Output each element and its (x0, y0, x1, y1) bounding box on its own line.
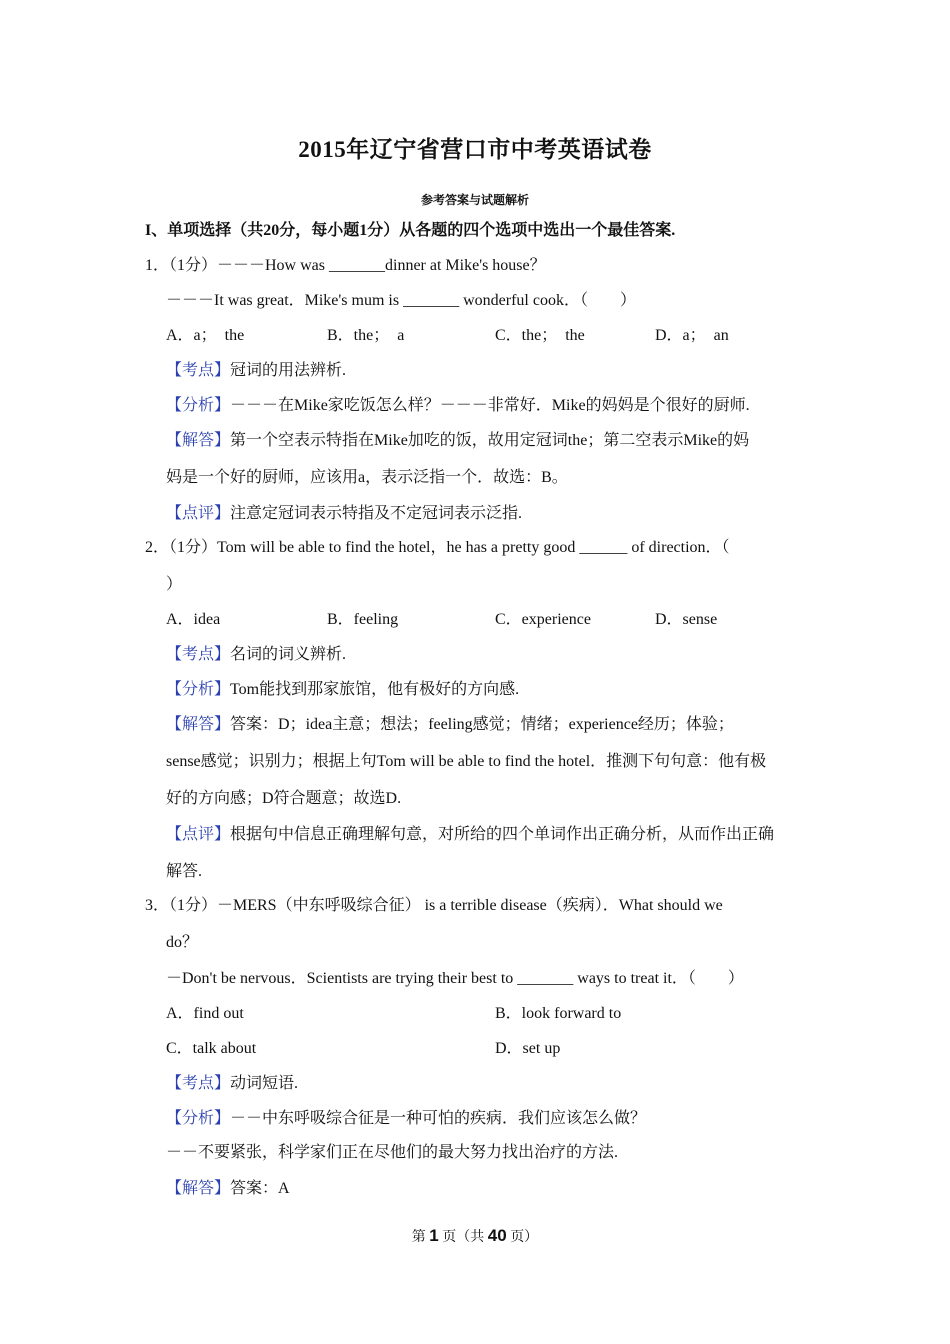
q1-option-d: D．a； an (655, 327, 729, 344)
q2-jieda (166, 715, 734, 735)
q3-kaodian (166, 1074, 298, 1094)
q3-option-b: B．look forward to (495, 1005, 622, 1022)
q3-stem-line1: 3．（1分）－MERS（中东呼吸综合征） is a terrible disease（疾病）．What should we (145, 897, 723, 914)
q1-kaodian-text: 冠词的用法辨析. (230, 362, 347, 379)
page-title: 2015年辽宁省营口市中考英语试卷 (298, 137, 652, 162)
footer-suffix: 页） (510, 1230, 539, 1245)
q3-jieda-text: 答案：A (230, 1180, 290, 1197)
q1-dianping-text: 注意定冠词表示特指及不定冠词表示泛指. (230, 505, 523, 522)
kaodian-tag: 【考点】 (166, 362, 231, 379)
q1-stem-line2: －－－It was great．Mike's mum is _______ wonderful cook．（ ） (166, 292, 636, 309)
fenxi-tag: 【分析】 (166, 397, 231, 414)
q3-option-a: A．find out (166, 1005, 244, 1022)
fenxi-tag: 【分析】 (166, 1110, 231, 1127)
kaodian-tag: 【考点】 (166, 646, 231, 663)
q2-stem-line2: ） (166, 576, 183, 593)
dianping-tag: 【点评】 (166, 505, 231, 522)
q2-option-c: C．experience (495, 611, 591, 628)
footer-prefix: 第 (411, 1230, 426, 1245)
q3-stem-line2: do？ (166, 934, 199, 951)
q3-option-c: C．talk about (166, 1040, 257, 1057)
page-subtitle: 参考答案与试题解析 (420, 193, 529, 207)
q2-dianping-text-1: 根据句中信息正确理解句意，对所给的四个单词作出正确分析，从而作出正确 (230, 826, 775, 843)
q3-fenxi-text-2: －－不要紧张，科学家们正在尽他们的最大努力找出治疗的方法. (166, 1144, 619, 1161)
q3-fenxi (166, 1109, 646, 1129)
q2-fenxi (166, 680, 519, 700)
q3-fenxi-text-1: －－中东呼吸综合征是一种可怕的疾病．我们应该怎么做？ (230, 1110, 647, 1127)
q2-stem-line1: 2．（1分）Tom will be able to find the hotel，he has a pretty good ______ of direction．（ (145, 539, 730, 556)
q3-option-d: D．set up (495, 1040, 561, 1057)
q2-option-d: D．sense (655, 611, 718, 628)
fenxi-tag: 【分析】 (166, 681, 231, 698)
q2-jieda-text-3: 好的方向感；D符合题意；故选D. (166, 790, 402, 807)
page-footer (0, 1226, 950, 1246)
q1-option-c: C．the； the (495, 327, 585, 344)
q2-option-b: B．feeling (327, 611, 399, 628)
q3-stem-line3: －Don't be nervous．Scientists are trying their best to _______ ways to treat it．（ ） (166, 970, 744, 987)
q2-kaodian-text: 名词的词义辨析. (230, 646, 347, 663)
q1-kaodian (166, 361, 346, 381)
q1-dianping (166, 504, 522, 524)
q1-jieda (166, 431, 749, 451)
q2-kaodian (166, 645, 346, 665)
dianping-tag: 【点评】 (166, 826, 231, 843)
footer-total-pages: 40 (487, 1226, 507, 1245)
q1-jieda-text-2: 妈是一个好的厨师，应该用a，表示泛指一个．故选：B。 (166, 469, 568, 486)
footer-page-number: 1 (429, 1226, 439, 1245)
q1-option-b: B．the； a (327, 327, 405, 344)
q1-stem-line1: 1．（1分）－－－How was _______dinner at Mike's house？ (145, 257, 546, 274)
jieda-tag: 【解答】 (166, 1180, 231, 1197)
footer-middle: 页（共 (442, 1230, 485, 1245)
q1-jieda-text-1: 第一个空表示特指在Mike加吃的饭，故用定冠词the；第二空表示Mike的妈 (230, 432, 750, 449)
q2-dianping-text-2: 解答. (166, 863, 203, 880)
q1-fenxi-text: －－－在Mike家吃饭怎么样？－－－非常好．Mike的妈妈是个很好的厨师. (230, 397, 750, 414)
q2-jieda-text-2: sense感觉；识别力；根据上句Tom will be able to find the hotel．推测下句句意：他有极 (166, 753, 767, 770)
jieda-tag: 【解答】 (166, 432, 231, 449)
q2-option-a: A．idea (166, 611, 221, 628)
section-heading: I、单项选择（共20分，每小题1分）从各题的四个选项中选出一个最佳答案. (145, 222, 676, 239)
q3-kaodian-text: 动词短语. (230, 1075, 299, 1092)
q2-fenxi-text: Tom能找到那家旅馆，他有极好的方向感. (230, 681, 520, 698)
q1-fenxi (166, 396, 750, 416)
q3-jieda (166, 1179, 290, 1199)
q2-dianping (166, 825, 774, 845)
q2-jieda-text-1: 答案：D；idea主意；想法；feeling感觉；情绪；experience经历；体验； (230, 716, 734, 733)
kaodian-tag: 【考点】 (166, 1075, 231, 1092)
q1-option-a: A．a； the (166, 327, 245, 344)
jieda-tag: 【解答】 (166, 716, 231, 733)
